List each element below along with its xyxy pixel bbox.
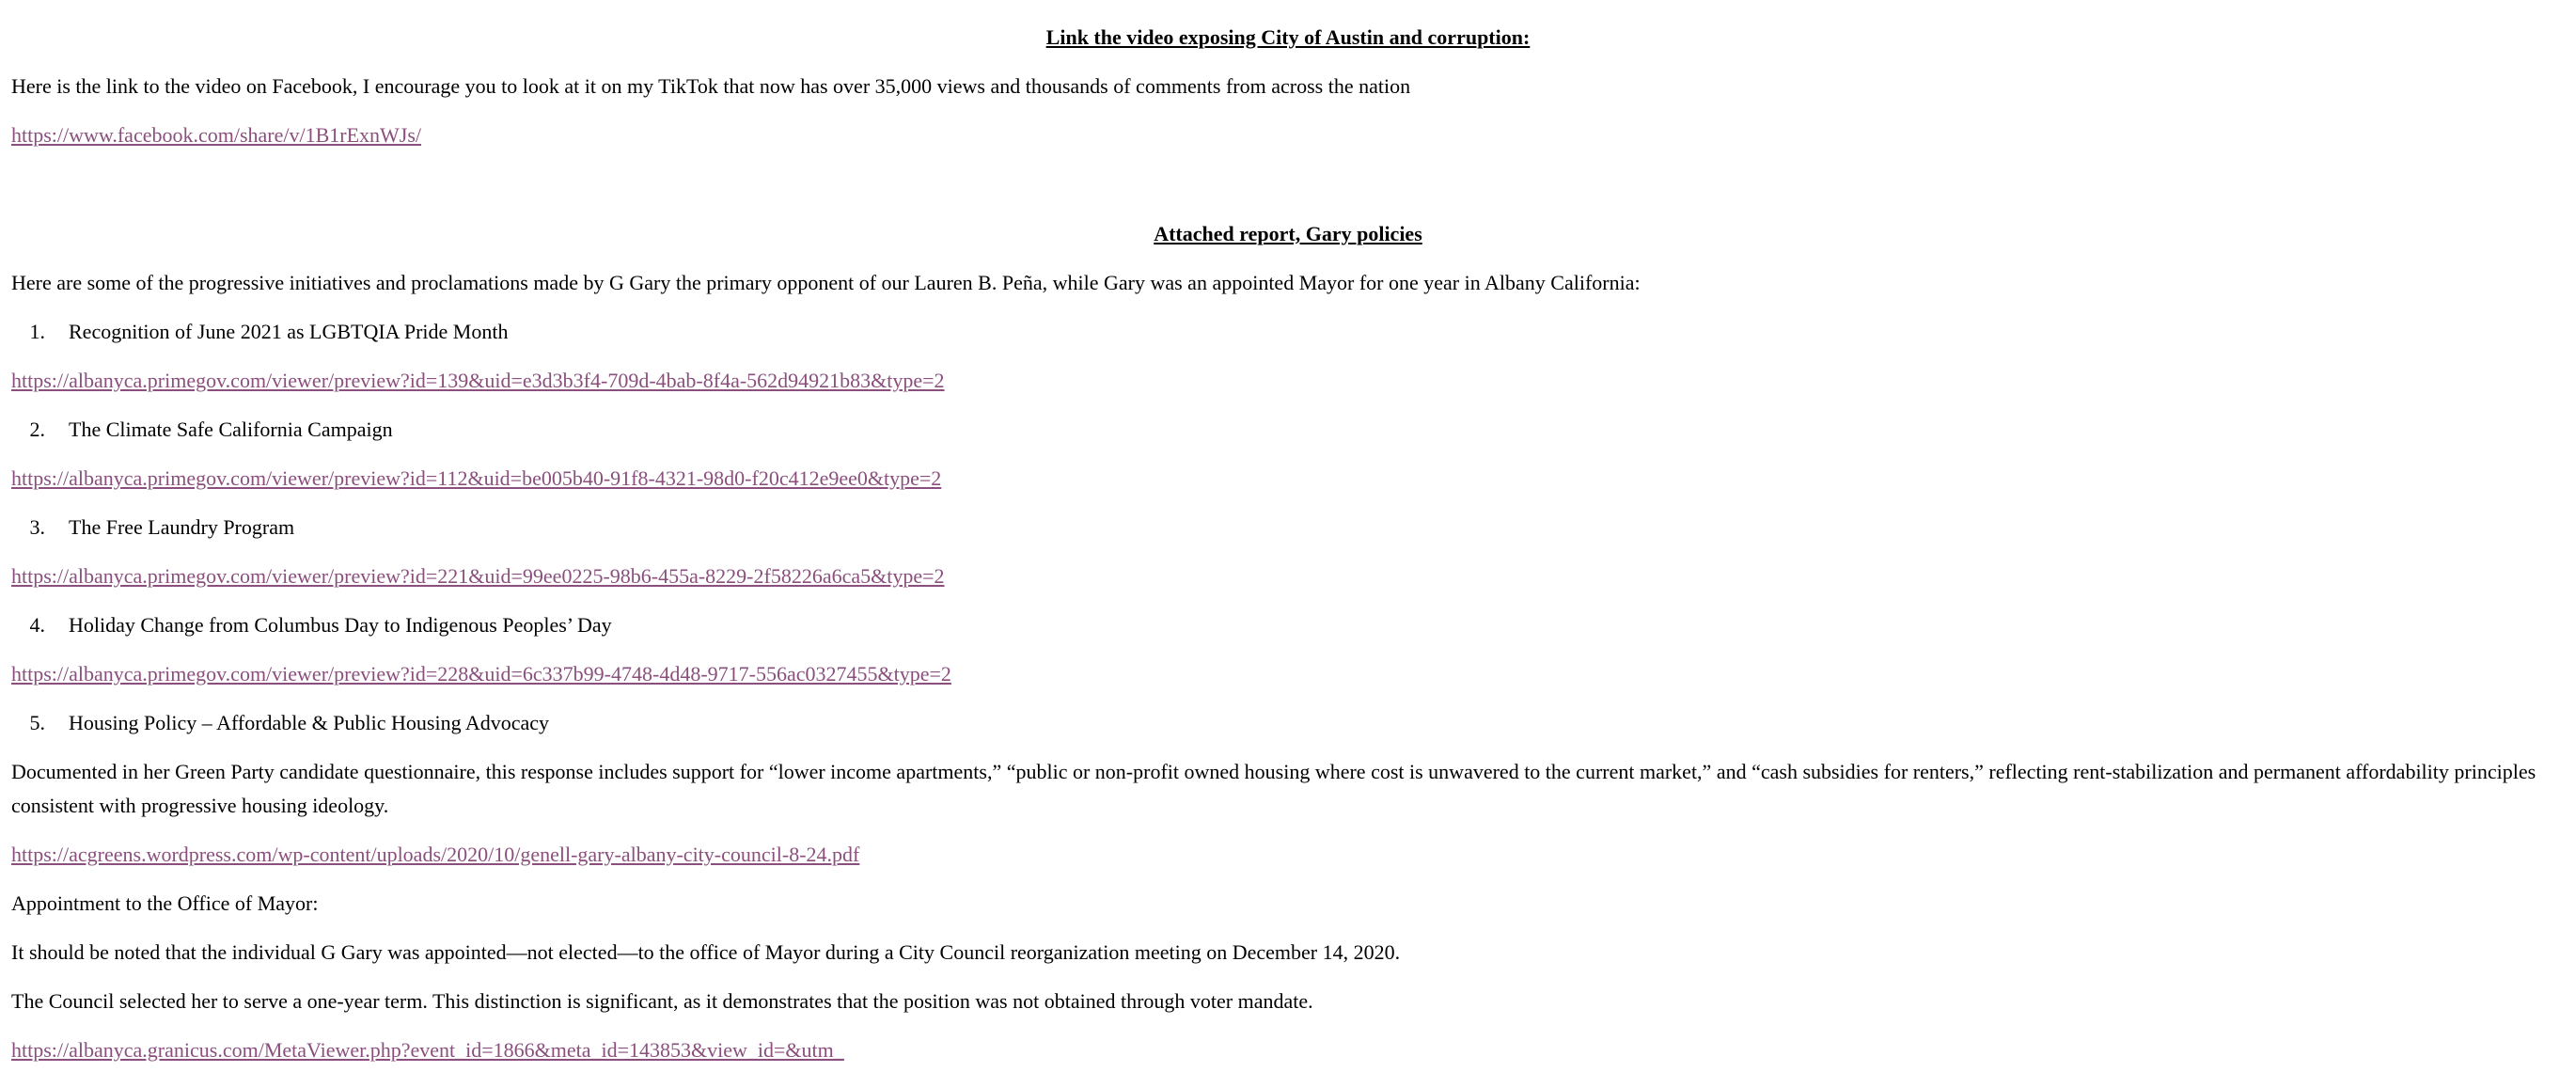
list-item-link-row	[11, 369, 2565, 393]
granicus-meeting-link[interactable]: https://albanyca.granicus.com/MetaViewer.php?event_id=1866&meta_id=143853&view_id=&utm_	[11, 1038, 844, 1062]
list-item	[11, 711, 549, 735]
list-item	[11, 320, 508, 344]
list-item-link-row	[11, 564, 2565, 589]
appointment-heading: Appointment to the Office of Mayor:	[11, 891, 319, 915]
housing-link-row	[11, 843, 2565, 867]
list-item-number: 1.	[29, 320, 45, 343]
green-party-questionnaire-link[interactable]: https://acgreens.wordpress.com/wp-content/uploads/2020/10/genell-gary-albany-city-council-8-24.pdf	[11, 843, 860, 866]
list-item-number: 5.	[29, 711, 45, 734]
list-item-number: 4.	[29, 613, 45, 637]
list-item-link-row	[11, 466, 2565, 491]
section1-link-row	[11, 123, 2565, 148]
list-item-text: Holiday Change from Columbus Day to Indigenous Peoples’ Day	[69, 613, 612, 637]
pride-month-link[interactable]: https://albanyca.primegov.com/viewer/preview?id=139&uid=e3d3b3f4-709d-4bab-8f4a-562d94921b83&type=2	[11, 369, 945, 392]
list-item-link-row	[11, 662, 2565, 686]
facebook-video-link[interactable]: https://www.facebook.com/share/v/1B1rExnWJs/	[11, 123, 422, 147]
section1-heading: Link the video exposing City of Austin and corruption:	[1045, 25, 1531, 49]
list-item-text: The Free Laundry Program	[69, 515, 295, 539]
climate-safe-link[interactable]: https://albanyca.primegov.com/viewer/preview?id=112&uid=be005b40-91f8-4321-98d0-f20c412e9ee0&type=2	[11, 466, 942, 490]
housing-paragraph: Documented in her Green Party candidate questionnaire, this response includes support for “lower income apartments,” “public or non-profit owned housing where cost is unwavered to the current market,” and “cash subsidies for renters,” reflecting rent-stabilization and permanent affordability principles consistent with progressive housing ideology.	[11, 760, 2537, 817]
list-item	[11, 418, 393, 442]
list-item	[11, 613, 612, 638]
list-item	[11, 515, 294, 540]
appointment-link-row	[11, 1038, 2565, 1063]
list-item-text: Housing Policy – Affordable & Public Housing Advocacy	[69, 711, 550, 734]
section2-intro: Here are some of the progressive initiatives and proclamations made by G Gary the primary opponent of our Lauren B. Peña, while Gary was an appointed Mayor for one year in Albany California:	[11, 271, 1641, 294]
list-item-number: 2.	[29, 418, 45, 441]
section1-intro: Here is the link to the video on Facebook, I encourage you to look at it on my TikTok that now has over 35,000 views and thousands of comments from across the nation	[11, 74, 1411, 98]
appointment-paragraph-2: The Council selected her to serve a one-year term. This distinction is significant, as it demonstrates that the position was not obtained through voter mandate.	[11, 989, 1313, 1013]
free-laundry-link[interactable]: https://albanyca.primegov.com/viewer/preview?id=221&uid=99ee0225-98b6-455a-8229-2f58226a6ca5&type=2	[11, 564, 945, 588]
list-item-text: Recognition of June 2021 as LGBTQIA Pride Month	[69, 320, 509, 343]
indigenous-peoples-day-link[interactable]: https://albanyca.primegov.com/viewer/preview?id=228&uid=6c337b99-4748-4d48-9717-556ac0327455&type=2	[11, 662, 951, 686]
list-item-text: The Climate Safe California Campaign	[69, 418, 393, 441]
list-item-number: 3.	[29, 515, 45, 539]
appointment-paragraph-1: It should be noted that the individual G Gary was appointed—not elected—to the office of Mayor during a City Council reorganization meeting on December 14, 2020.	[11, 940, 1401, 964]
section2-heading: Attached report, Gary policies	[1154, 222, 1422, 245]
